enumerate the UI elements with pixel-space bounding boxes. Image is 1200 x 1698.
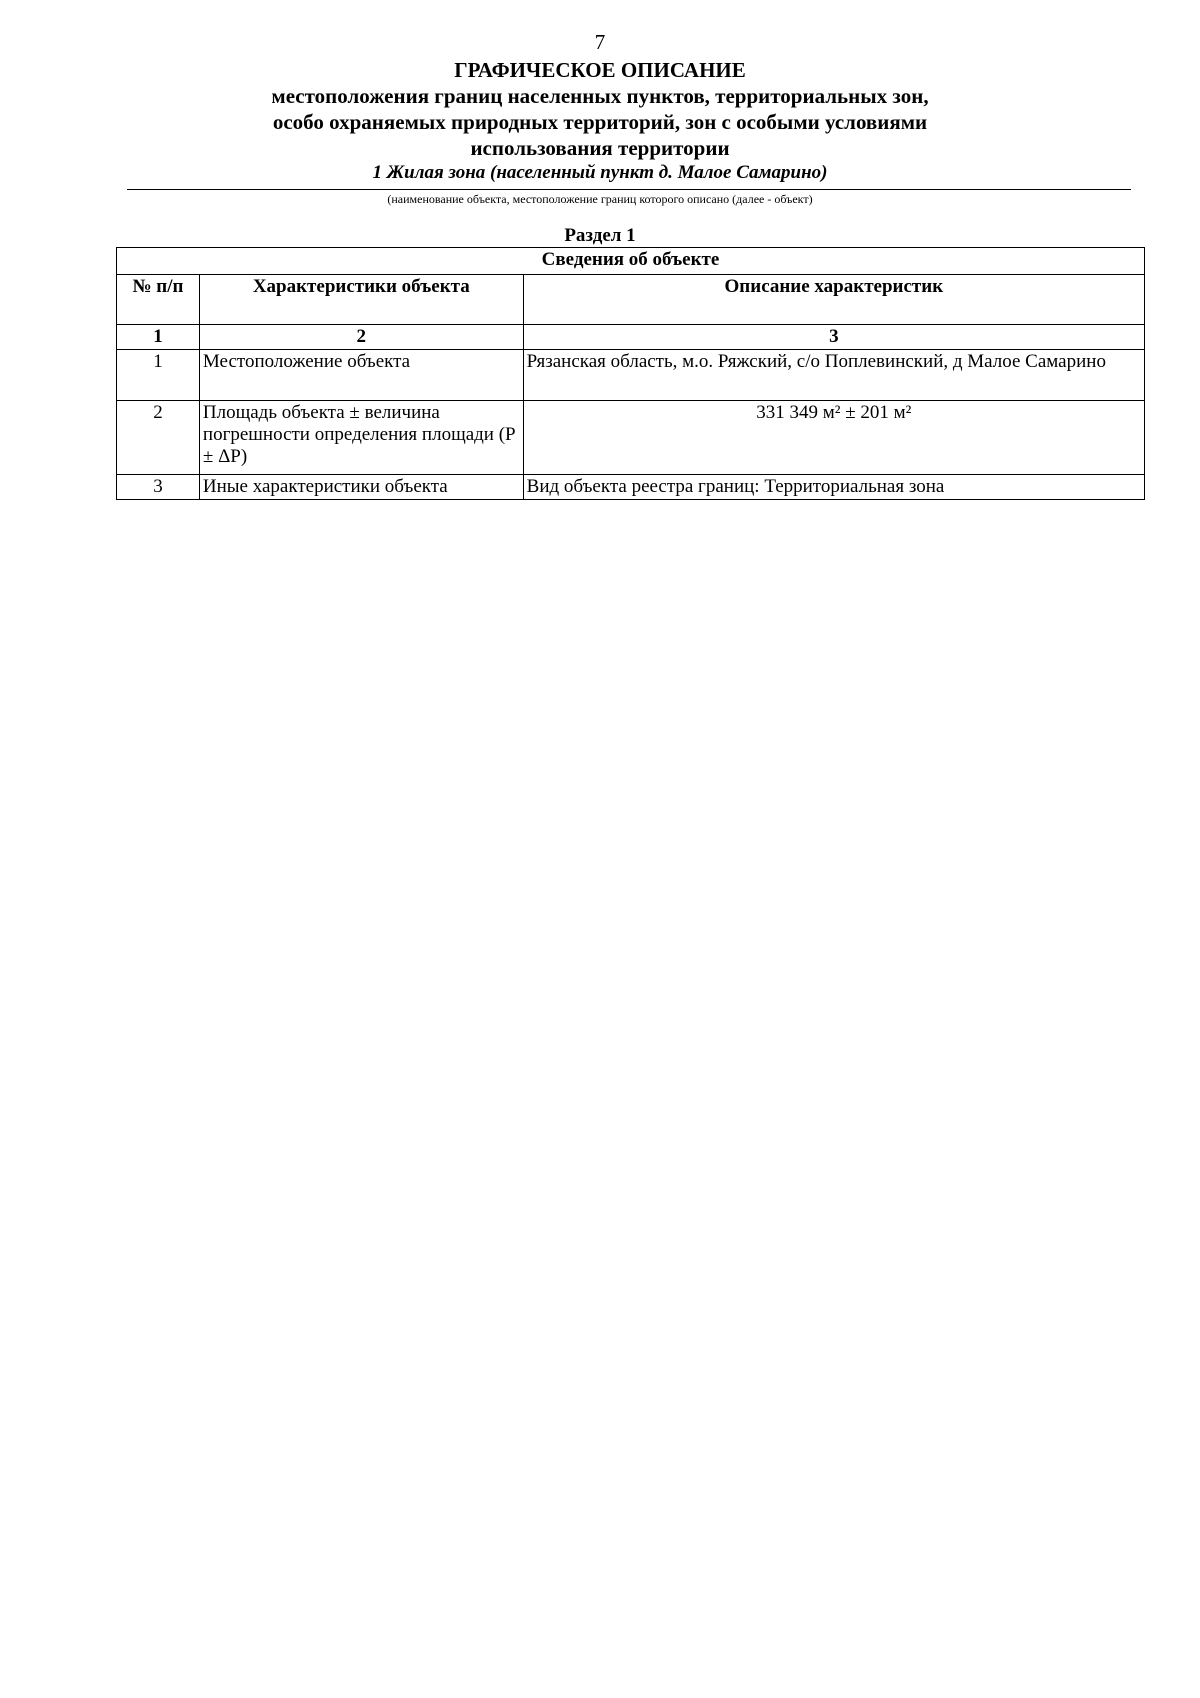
object-name: 1 Жилая зона (населенный пункт д. Малое Самарино): [372, 162, 828, 183]
header-num: № п/п: [117, 275, 200, 325]
row-description: 331 349 м² ± 201 м²: [523, 401, 1144, 475]
page-number: 7: [594, 30, 606, 54]
row-num: 2: [117, 401, 200, 475]
row-characteristic: Площадь объекта ± величина погрешности определения площади (P ± ΔP): [199, 401, 523, 475]
object-caption: (наименование объекта, местоположение границ которого описано (далее - объект): [387, 192, 813, 206]
column-number-row: [117, 325, 1145, 350]
column-number: 1: [117, 325, 200, 350]
section-title: Раздел 1: [564, 225, 636, 246]
table-row: [117, 401, 1145, 475]
document-title: ГРАФИЧЕСКОЕ ОПИСАНИЕ: [454, 58, 746, 82]
object-name-underline: [127, 189, 1131, 190]
object-info-table: [116, 247, 1145, 500]
row-num: 1: [117, 350, 200, 401]
document-subtitle: местоположения границ населенных пунктов, территориальных зон, особо охраняемых природных территорий, зон с особыми условиями использования территории: [271, 84, 929, 160]
row-num: 3: [117, 475, 200, 500]
column-number: 2: [199, 325, 523, 350]
table-row: [117, 350, 1145, 401]
row-characteristic: Иные характеристики объекта: [199, 475, 523, 500]
table-header-row: [117, 275, 1145, 325]
table-caption: Сведения об объекте: [117, 248, 1145, 275]
title-block: [0, 58, 1200, 161]
column-number: 3: [523, 325, 1144, 350]
row-characteristic: Местоположение объекта: [199, 350, 523, 401]
header-description: Описание характеристик: [523, 275, 1144, 325]
table-caption-row: [117, 248, 1145, 275]
row-description: Вид объекта реестра границ: Территориальная зона: [523, 475, 1144, 500]
row-description: Рязанская область, м.о. Ряжский, с/о Поплевинский, д Малое Самарино: [523, 350, 1144, 401]
header-characteristic: Характеристики объекта: [199, 275, 523, 325]
table-row: [117, 475, 1145, 500]
